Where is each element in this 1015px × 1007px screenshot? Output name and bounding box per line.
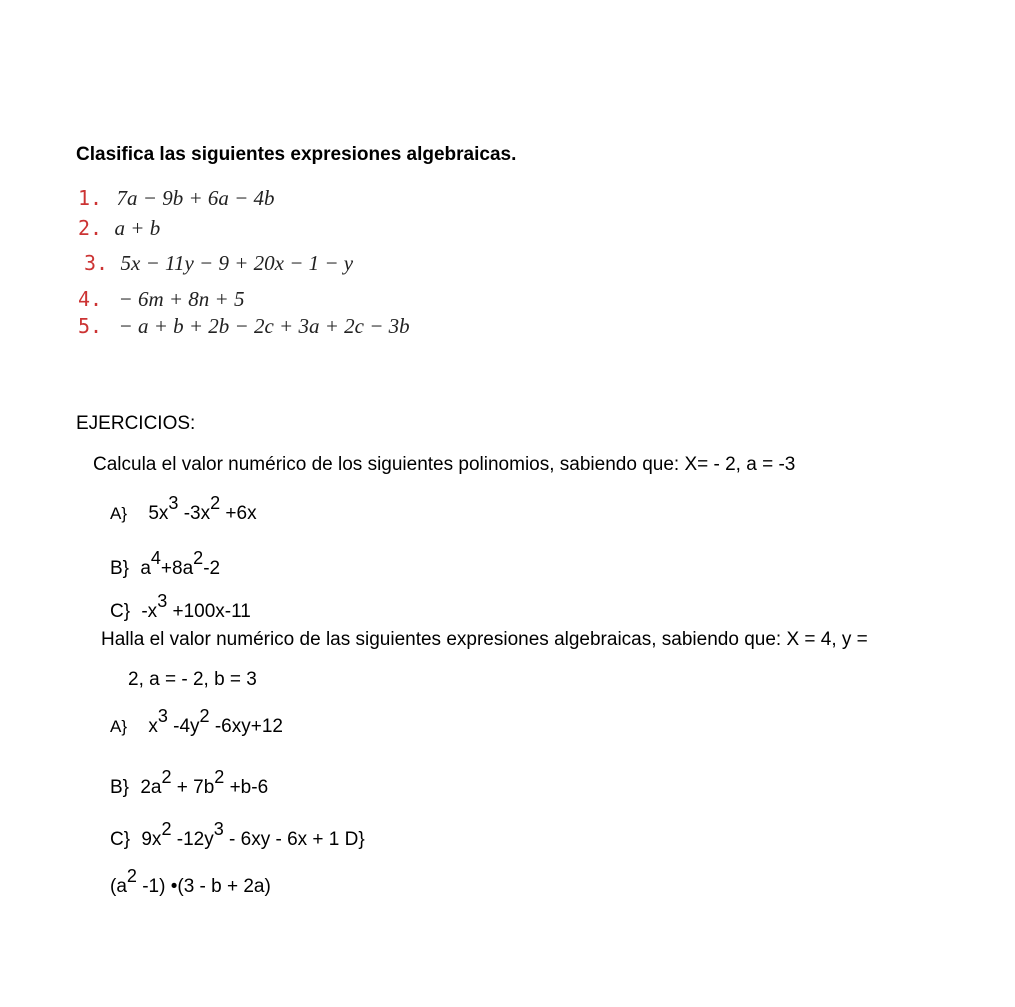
exercise-label: A} — [110, 717, 128, 736]
instruction-text: Calcula el valor numérico de los siguientes polinomios, sabiendo que: X= - 2, a = -3 — [93, 454, 796, 475]
exercise-c — [110, 591, 251, 623]
page-title: Clasifica las siguientes expresiones algebraicas. — [76, 144, 517, 165]
list-item — [84, 251, 353, 276]
term: + 7b — [171, 777, 215, 798]
item-number: 1. — [78, 186, 103, 210]
term: x — [148, 716, 158, 737]
item-number: 4. — [78, 287, 103, 311]
exponent: 3 — [157, 706, 168, 727]
term: (a — [110, 876, 127, 897]
term: -6xy+12 — [209, 716, 283, 737]
list-item — [78, 314, 410, 339]
exercise-label: C} — [110, 829, 131, 850]
term: +b-6 — [224, 777, 269, 798]
term: a — [140, 558, 151, 579]
term: -12y — [171, 829, 214, 850]
item-number: 2. — [78, 216, 103, 240]
exponent: 3 — [213, 819, 224, 840]
term: +100x-11 — [167, 601, 251, 622]
term: -4y — [167, 716, 200, 737]
exercise-label: B} — [110, 777, 130, 798]
term: 5x — [148, 503, 169, 524]
term: +8a — [160, 558, 194, 579]
term: - 6xy - 6x + 1 D} — [223, 829, 365, 850]
exponent: 4 — [150, 548, 161, 569]
exponent: 2 — [199, 706, 210, 727]
expression: 7a − 9b + 6a − 4b — [116, 186, 275, 210]
expression: − a + b + 2b − 2c + 3a + 2c − 3b — [118, 314, 410, 338]
exponent: 2 — [161, 819, 172, 840]
term: -x — [141, 601, 158, 622]
term: 2a — [140, 777, 162, 798]
exercise-label: A} — [110, 504, 128, 523]
instruction-text: Halla el valor numérico de las siguientes expresiones algebraicas, sabiendo que: X = 4, y = — [101, 629, 868, 650]
exercise-c — [110, 819, 365, 851]
exercise-label: C} — [110, 601, 131, 622]
list-item — [78, 287, 244, 312]
exercise-label: B} — [110, 558, 130, 579]
term: -2 — [203, 558, 221, 579]
term: -1) •(3 - b + 2a) — [136, 876, 271, 897]
item-number: 5. — [78, 314, 103, 338]
term: 9x — [141, 829, 162, 850]
list-item — [78, 216, 160, 241]
term: -3x — [178, 503, 211, 524]
exponent: 3 — [157, 591, 168, 612]
instruction-text-continued: 2, a = - 2, b = 3 — [128, 669, 257, 690]
exponent: 2 — [214, 767, 225, 788]
exercise-a — [110, 706, 283, 738]
expression: a + b — [114, 216, 161, 240]
exponent: 3 — [168, 493, 179, 514]
exponent: 2 — [126, 866, 137, 887]
expression: − 6m + 8n + 5 — [118, 287, 245, 311]
exercise-b — [110, 767, 269, 799]
exercise-b — [110, 548, 221, 580]
section-heading: EJERCICIOS: — [76, 413, 196, 434]
term: +6x — [220, 503, 257, 524]
exponent: 2 — [193, 548, 204, 569]
exercise-a — [110, 493, 257, 525]
exercise-d — [110, 866, 271, 898]
list-item — [78, 186, 275, 211]
exponent: 2 — [161, 767, 172, 788]
item-number: 3. — [84, 251, 109, 275]
exponent: 2 — [210, 493, 221, 514]
expression: 5x − 11y − 9 + 20x − 1 − y — [120, 251, 354, 275]
